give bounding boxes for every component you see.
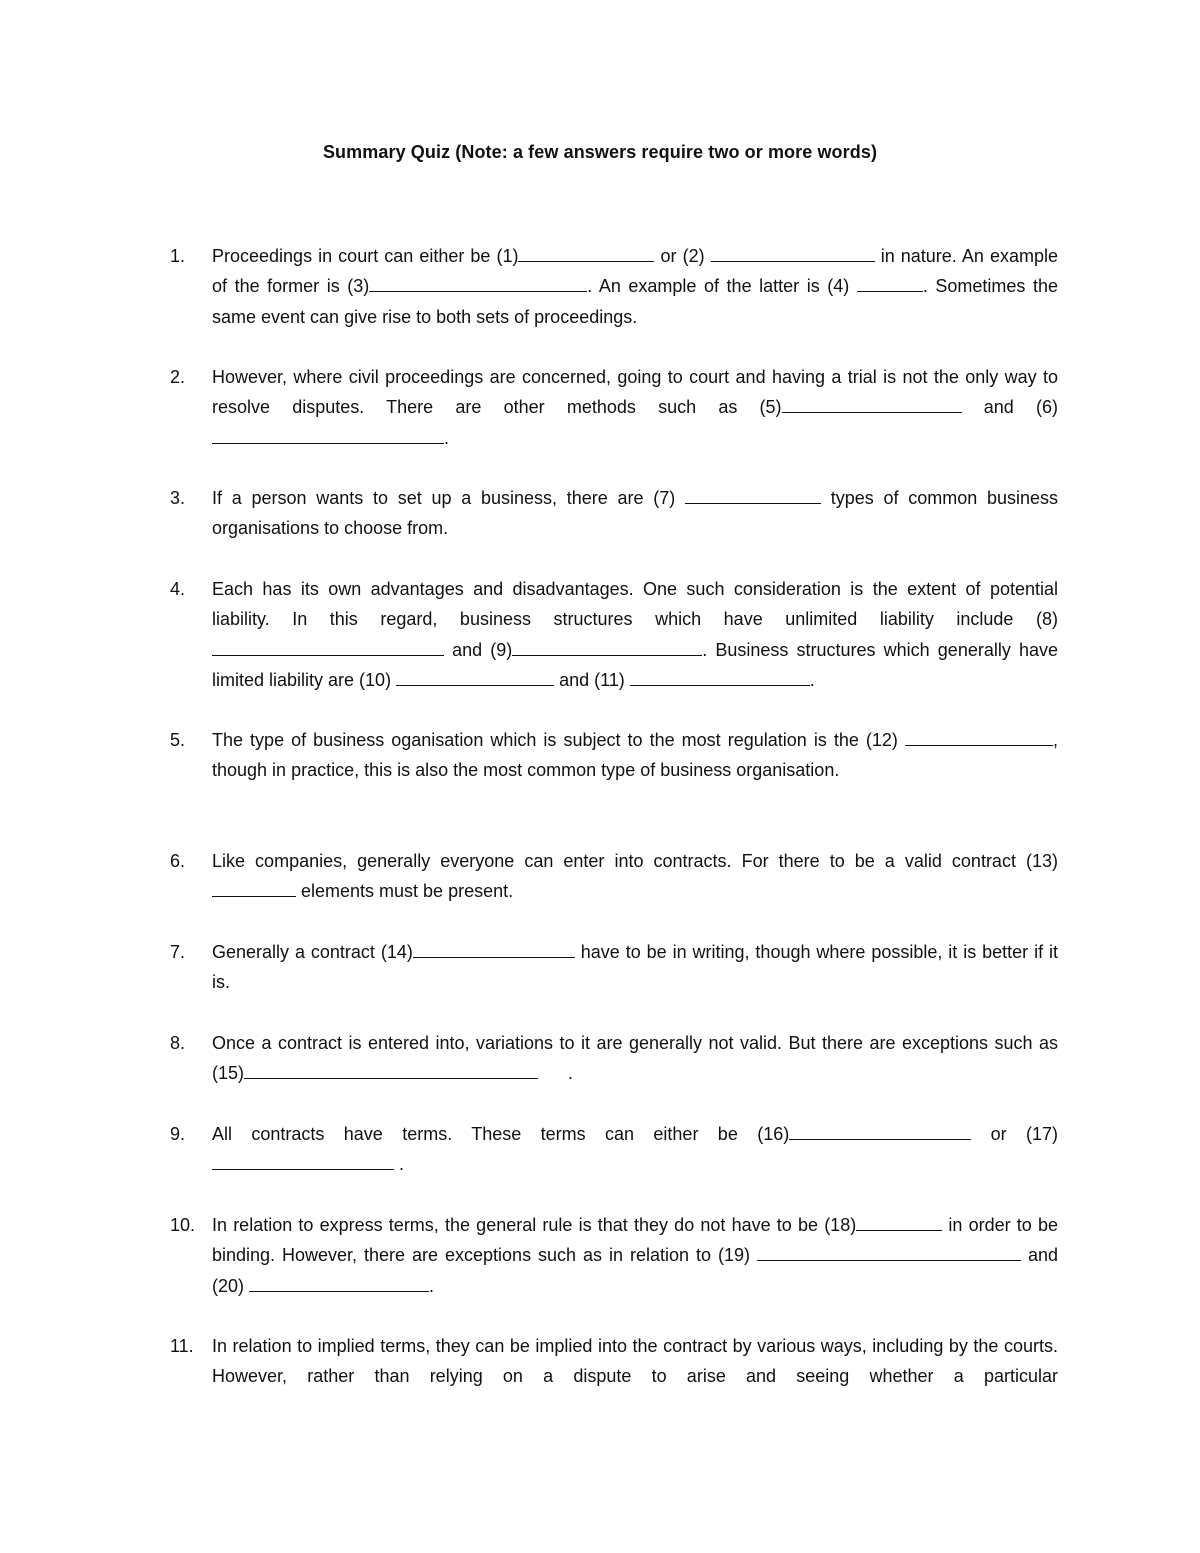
question-text: Generally a contract (14) have to be in writing, though where possible, it is better if it is. xyxy=(212,937,1058,998)
question-9 xyxy=(170,1119,1058,1180)
answer-blank-11 xyxy=(630,666,810,686)
question-number: 4. xyxy=(170,579,186,599)
answer-blank-19 xyxy=(757,1241,1021,1261)
answer-blank-17 xyxy=(212,1150,394,1170)
question-text: However, where civil proceedings are concerned, going to court and having a trial is not the only way to resolve disputes. There are other methods such as (5) and (6). xyxy=(212,367,1058,448)
question-5 xyxy=(170,725,1058,786)
question-text: Each has its own advantages and disadvantages. One such consideration is the extent of potential liability. In this regard, business structures which have unlimited liability include (8) and (9) . Business structures which generally have limited liability are (10) and (11) . xyxy=(212,579,1058,690)
question-number: 6. xyxy=(170,851,186,871)
question-number: 10. xyxy=(170,1215,196,1235)
question-11 xyxy=(170,1331,1058,1392)
answer-blank-16 xyxy=(789,1120,971,1140)
question-4 xyxy=(170,574,1058,695)
answer-blank-2 xyxy=(711,242,875,262)
answer-blank-8 xyxy=(212,636,444,656)
answer-blank-10 xyxy=(396,666,554,686)
question-text: In relation to express terms, the general rule is that they do not have to be (18) in order to be binding. However, there are exceptions such as in relation to (19) and (20) . xyxy=(212,1210,1058,1301)
answer-blank-4 xyxy=(857,272,923,292)
question-8 xyxy=(170,1028,1058,1089)
answer-blank-1 xyxy=(518,242,654,262)
question-text: In relation to implied terms, they can be implied into the contract by various ways, including by the courts. However, rather than relying on a dispute to arise and seeing whether a particular xyxy=(212,1336,1058,1387)
answer-blank-18 xyxy=(856,1211,942,1231)
answer-blank-15 xyxy=(244,1059,538,1079)
question-number: 7. xyxy=(170,942,186,962)
question-text: Once a contract is entered into, variations to it are generally not valid. But there are exceptions such as (15) . xyxy=(212,1033,1058,1084)
question-text: All contracts have terms. These terms can either be (16) or (17) . xyxy=(212,1119,1058,1180)
question-3 xyxy=(170,483,1058,544)
answer-blank-9 xyxy=(512,636,702,656)
question-text: Like companies, generally everyone can enter into contracts. For there to be a valid contract (13) elements must be present. xyxy=(212,851,1058,902)
question-text: The type of business oganisation which is subject to the most regulation is the (12) , though in practice, this is also the most common type of business organisation. xyxy=(212,725,1058,786)
answer-blank-13 xyxy=(212,877,296,897)
answer-blank-20 xyxy=(249,1272,429,1292)
question-number: 3. xyxy=(170,488,186,508)
question-10 xyxy=(170,1210,1058,1301)
page-title: Summary Quiz (Note: a few answers require two or more words) xyxy=(322,142,878,162)
answer-blank-7 xyxy=(685,484,821,504)
question-number: 2. xyxy=(170,367,186,387)
question-7 xyxy=(170,937,1058,998)
question-number: 8. xyxy=(170,1033,186,1053)
question-number: 5. xyxy=(170,730,186,750)
question-text: Proceedings in court can either be (1) or (2) in nature. An example of the former is (3) . An example of the latter is (4) . Sometimes the same event can give rise to both sets of proceedings. xyxy=(212,241,1058,332)
answer-blank-5 xyxy=(782,393,962,413)
answer-blank-12 xyxy=(905,726,1053,746)
question-number: 11. xyxy=(170,1336,194,1356)
answer-blank-14 xyxy=(413,938,575,958)
question-number: 1. xyxy=(170,246,186,266)
question-1 xyxy=(170,241,1058,332)
question-text: If a person wants to set up a business, there are (7) types of common business organisations to choose from. xyxy=(212,483,1058,544)
question-2 xyxy=(170,362,1058,453)
answer-blank-3 xyxy=(369,272,587,292)
question-6 xyxy=(170,846,1058,907)
question-number: 9. xyxy=(170,1124,186,1144)
answer-blank-6 xyxy=(212,424,444,444)
